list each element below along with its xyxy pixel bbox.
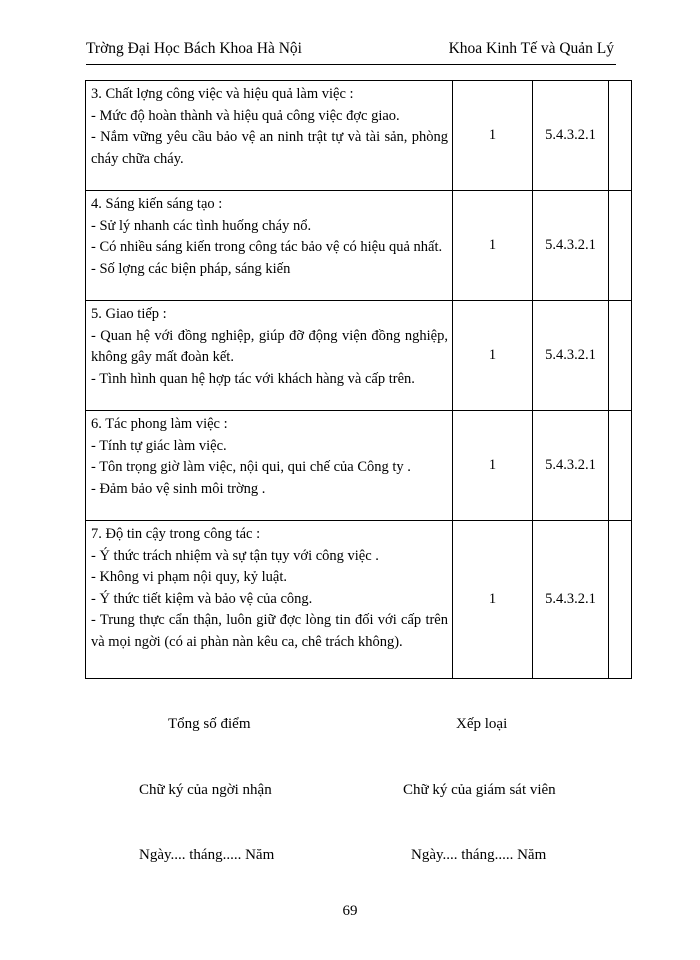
table-row <box>86 521 632 679</box>
criterion-description <box>86 191 453 301</box>
criterion-score: 1 <box>453 521 533 679</box>
criterion-description <box>86 521 453 679</box>
table-row <box>86 301 632 411</box>
criterion-line: - Sử lý nhanh các tình huống cháy nổ. <box>91 217 312 234</box>
rank-label: Xếp loại <box>456 716 508 732</box>
criterion-line: - Tình hình quan hệ hợp tác với khách hàng và cấp trên. <box>91 370 415 387</box>
date-left: Ngày.... tháng..... Năm <box>139 847 275 863</box>
criterion-line: - Quan hệ với đồng nghiệp, giúp đỡ động viện đồng nghiệp, không gây mất đoàn kết. <box>91 327 448 365</box>
criterion-line: - Mức độ hoàn thành và hiệu quả công việc đợc giao. <box>91 107 400 124</box>
page-number: 69 <box>342 903 358 919</box>
criterion-line: - Ý thức tiết kiệm và bảo vệ của công. <box>91 590 313 607</box>
date-right: Ngày.... tháng..... Năm <box>411 847 547 863</box>
criterion-line: 5. Giao tiếp : <box>91 306 167 322</box>
criterion-line: 3. Chất lợng công việc và hiệu quả làm việc : <box>91 86 354 102</box>
criterion-line: 4. Sáng kiến sáng tạo : <box>91 196 223 212</box>
criterion-description <box>86 411 453 521</box>
criterion-line: - Số lợng các biện pháp, sáng kiến <box>91 260 291 277</box>
criterion-blank-cell <box>609 81 632 191</box>
criterion-line: - Đảm bảo vệ sinh môi trờng . <box>91 480 266 497</box>
criterion-description <box>86 81 453 191</box>
criterion-score: 1 <box>453 81 533 191</box>
page-header <box>86 40 616 64</box>
criterion-score: 1 <box>453 301 533 411</box>
total-score-label: Tổng số điểm <box>168 716 251 732</box>
criterion-blank-cell <box>609 521 632 679</box>
criterion-blank-cell <box>609 301 632 411</box>
criterion-scale: 5.4.3.2.1 <box>533 191 609 301</box>
receiver-signature-label: Chữ ký của ngời nhận <box>139 782 272 798</box>
criterion-line: 7. Độ tin cậy trong công tác : <box>91 526 261 542</box>
criterion-scale: 5.4.3.2.1 <box>533 411 609 521</box>
criterion-line: - Tôn trọng giờ làm việc, nội qui, qui chế của Công ty . <box>91 459 411 475</box>
criterion-scale: 5.4.3.2.1 <box>533 301 609 411</box>
criterion-score: 1 <box>453 191 533 301</box>
header-university: Trờng Đại Học Bách Khoa Hà Nội <box>86 40 302 57</box>
criterion-line: - Tính tự giác làm việc. <box>91 437 227 454</box>
criterion-line: - Nắm vững yêu cầu bảo vệ an ninh trật tự và tài sản, phòng cháy chữa cháy. <box>91 129 448 167</box>
table-row <box>86 191 632 301</box>
criterion-blank-cell <box>609 411 632 521</box>
criteria-table <box>85 80 632 679</box>
criterion-score: 1 <box>453 411 533 521</box>
criterion-line: - Ý thức trách nhiệm và sự tận tụy với công việc . <box>91 547 379 564</box>
supervisor-signature-label: Chữ ký của giám sát viên <box>403 782 556 798</box>
criterion-description <box>86 301 453 411</box>
criterion-line: - Trung thực cẩn thận, luôn giữ đợc lòng tin đối với cấp trên và mọi ngời (có ai phàn nàn kêu ca, chê trách không). <box>91 612 448 650</box>
criterion-blank-cell <box>609 191 632 301</box>
criterion-line: - Có nhiều sáng kiến trong công tác bảo vệ có hiệu quả nhất. <box>91 239 443 255</box>
criterion-scale: 5.4.3.2.1 <box>533 521 609 679</box>
criterion-line: - Không vi phạm nội quy, kỷ luật. <box>91 569 287 585</box>
header-faculty: Khoa Kinh Tế và Quản Lý <box>448 40 614 57</box>
table-row <box>86 81 632 191</box>
criterion-scale: 5.4.3.2.1 <box>533 81 609 191</box>
table-row <box>86 411 632 521</box>
criterion-line: 6. Tác phong làm việc : <box>91 416 228 432</box>
header-rule <box>86 64 616 65</box>
